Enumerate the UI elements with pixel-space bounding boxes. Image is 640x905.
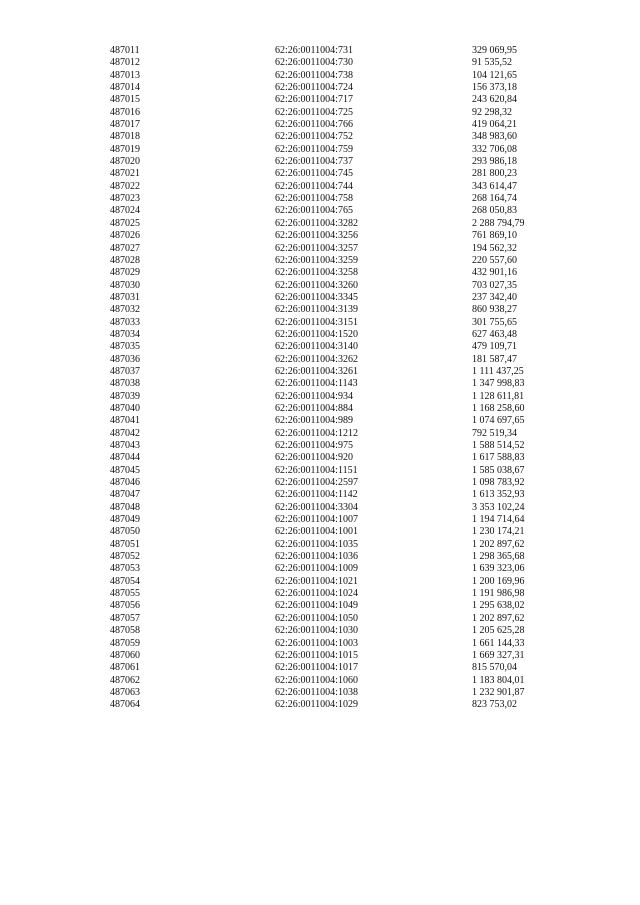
table-row: [110, 662, 590, 674]
row-number: 487016: [110, 106, 140, 118]
cadastral-value: 1 347 998,83: [472, 378, 525, 390]
cadastral-value: 1 200 169,96: [472, 575, 525, 587]
table-row: [110, 304, 590, 316]
cadastral-value: 156 373,18: [472, 82, 517, 94]
cadastral-value: 3 353 102,24: [472, 501, 525, 513]
table-row: [110, 378, 590, 390]
cadastral-number: 62:26:0011004:745: [275, 168, 353, 180]
cadastral-number: 62:26:0011004:1029: [275, 699, 358, 711]
cadastral-value: 1 205 625,28: [472, 625, 525, 637]
table-row: [110, 329, 590, 341]
cadastral-value: 1 295 638,02: [472, 600, 525, 612]
table-row: [110, 428, 590, 440]
cadastral-number: 62:26:0011004:920: [275, 452, 353, 464]
cadastral-value: 181 587,47: [472, 353, 517, 365]
cadastral-value: 2 288 794,79: [472, 217, 525, 229]
row-number: 487060: [110, 649, 140, 661]
cadastral-number: 62:26:0011004:1151: [275, 464, 358, 476]
cadastral-number: 62:26:0011004:1035: [275, 538, 358, 550]
table-row: [110, 699, 590, 711]
cadastral-value: 1 074 697,65: [472, 415, 525, 427]
table-row: [110, 563, 590, 575]
cadastral-number: 62:26:0011004:725: [275, 106, 353, 118]
table-row: [110, 551, 590, 563]
row-number: 487019: [110, 143, 140, 155]
row-number: 487014: [110, 82, 140, 94]
cadastral-number: 62:26:0011004:717: [275, 94, 353, 106]
table-row: [110, 576, 590, 588]
row-number: 487036: [110, 353, 140, 365]
table-row: [110, 588, 590, 600]
cadastral-value: 792 519,34: [472, 427, 517, 439]
cadastral-value: 1 168 258,60: [472, 402, 525, 414]
cadastral-value: 1 669 327,31: [472, 649, 525, 661]
table-row: [110, 687, 590, 699]
row-number: 487045: [110, 464, 140, 476]
row-number: 487056: [110, 600, 140, 612]
row-number: 487030: [110, 279, 140, 291]
cadastral-number: 62:26:0011004:3282: [275, 217, 358, 229]
table-row: [110, 181, 590, 193]
cadastral-number: 62:26:0011004:3140: [275, 341, 358, 353]
table-row: [110, 526, 590, 538]
cadastral-value: 1 128 611,81: [472, 390, 525, 402]
table-row: [110, 625, 590, 637]
cadastral-value: 220 557,60: [472, 254, 517, 266]
cadastral-value: 1 230 174,21: [472, 526, 525, 538]
cadastral-number: 62:26:0011004:3258: [275, 267, 358, 279]
table-row: [110, 193, 590, 205]
cadastral-number: 62:26:0011004:3260: [275, 279, 358, 291]
table-row: [110, 168, 590, 180]
table-row: [110, 156, 590, 168]
row-number: 487038: [110, 378, 140, 390]
cadastral-value: 92 298,32: [472, 106, 512, 118]
cadastral-number: 62:26:0011004:1017: [275, 662, 358, 674]
cadastral-value: 348 983,60: [472, 131, 517, 143]
cadastral-value: 761 869,10: [472, 230, 517, 242]
cadastral-value: 301 755,65: [472, 316, 517, 328]
table-row: [110, 354, 590, 366]
cadastral-value: 281 800,23: [472, 168, 517, 180]
table-row: [110, 452, 590, 464]
row-number: 487061: [110, 662, 140, 674]
cadastral-value: 815 570,04: [472, 662, 517, 674]
cadastral-number: 62:26:0011004:730: [275, 57, 353, 69]
cadastral-number: 62:26:0011004:3257: [275, 242, 358, 254]
table-row: [110, 675, 590, 687]
cadastral-value: 91 535,52: [472, 57, 512, 69]
row-number: 487031: [110, 291, 140, 303]
cadastral-number: 62:26:0011004:759: [275, 143, 353, 155]
row-number: 487018: [110, 131, 140, 143]
cadastral-number: 62:26:0011004:1009: [275, 563, 358, 575]
cadastral-number: 62:26:0011004:758: [275, 193, 353, 205]
row-number: 487058: [110, 625, 140, 637]
table-row: [110, 280, 590, 292]
row-number: 487057: [110, 612, 140, 624]
cadastral-value: 329 069,95: [472, 45, 517, 56]
row-number: 487059: [110, 637, 140, 649]
cadastral-number: 62:26:0011004:766: [275, 119, 353, 131]
table-row: [110, 243, 590, 255]
row-number: 487032: [110, 304, 140, 316]
cadastral-number: 62:26:0011004:3259: [275, 254, 358, 266]
table-row: [110, 415, 590, 427]
row-number: 487023: [110, 193, 140, 205]
row-number: 487053: [110, 563, 140, 575]
table-row: [110, 465, 590, 477]
row-number: 487041: [110, 415, 140, 427]
table-row: [110, 82, 590, 94]
row-number: 487017: [110, 119, 140, 131]
cadastral-number: 62:26:0011004:1038: [275, 686, 358, 698]
cadastral-value: 332 706,08: [472, 143, 517, 155]
cadastral-value: 1 617 588,83: [472, 452, 525, 464]
data-table: [110, 45, 590, 712]
cadastral-value: 1 661 144,33: [472, 637, 525, 649]
cadastral-number: 62:26:0011004:731: [275, 45, 353, 56]
table-row: [110, 317, 590, 329]
table-row: [110, 514, 590, 526]
row-number: 487048: [110, 501, 140, 513]
row-number: 487015: [110, 94, 140, 106]
table-row: [110, 477, 590, 489]
cadastral-number: 62:26:0011004:1003: [275, 637, 358, 649]
cadastral-number: 62:26:0011004:765: [275, 205, 353, 217]
table-row: [110, 341, 590, 353]
cadastral-value: 479 109,71: [472, 341, 517, 353]
cadastral-number: 62:26:0011004:3304: [275, 501, 358, 513]
cadastral-value: 1 232 901,87: [472, 686, 525, 698]
cadastral-number: 62:26:0011004:3151: [275, 316, 358, 328]
cadastral-value: 627 463,48: [472, 328, 517, 340]
cadastral-value: 1 194 714,64: [472, 514, 525, 526]
cadastral-value: 194 562,32: [472, 242, 517, 254]
cadastral-number: 62:26:0011004:884: [275, 402, 353, 414]
row-number: 487011: [110, 45, 140, 56]
cadastral-value: 1 298 365,68: [472, 551, 525, 563]
cadastral-value: 1 183 804,01: [472, 674, 525, 686]
row-number: 487028: [110, 254, 140, 266]
cadastral-number: 62:26:0011004:1021: [275, 575, 358, 587]
table-row: [110, 205, 590, 217]
row-number: 487055: [110, 588, 140, 600]
cadastral-value: 1 111 437,25: [472, 365, 524, 377]
row-number: 487051: [110, 538, 140, 550]
table-row: [110, 539, 590, 551]
row-number: 487040: [110, 402, 140, 414]
cadastral-value: 268 164,74: [472, 193, 517, 205]
row-number: 487043: [110, 440, 140, 451]
cadastral-value: 1 613 352,93: [472, 489, 525, 501]
cadastral-number: 62:26:0011004:1024: [275, 588, 358, 600]
cadastral-number: 62:26:0011004:1143: [275, 378, 358, 390]
table-row: [110, 131, 590, 143]
cadastral-number: 62:26:0011004:3139: [275, 304, 358, 316]
row-number: 487020: [110, 156, 140, 168]
table-row: [110, 94, 590, 106]
cadastral-number: 62:26:0011004:744: [275, 180, 353, 192]
cadastral-value: 1 098 783,92: [472, 477, 525, 489]
table-row: [110, 255, 590, 267]
row-number: 487042: [110, 427, 140, 439]
cadastral-value: 343 614,47: [472, 180, 517, 192]
cadastral-value: 268 050,83: [472, 205, 517, 217]
cadastral-number: 62:26:0011004:1007: [275, 514, 358, 526]
cadastral-number: 62:26:0011004:2597: [275, 477, 358, 489]
row-number: 487034: [110, 328, 140, 340]
table-row: [110, 230, 590, 242]
cadastral-number: 62:26:0011004:975: [275, 440, 353, 451]
row-number: 487037: [110, 365, 140, 377]
cadastral-value: 1 585 038,67: [472, 464, 525, 476]
row-number: 487063: [110, 686, 140, 698]
row-number: 487054: [110, 575, 140, 587]
cadastral-number: 62:26:0011004:3256: [275, 230, 358, 242]
cadastral-value: 1 191 986,98: [472, 588, 525, 600]
row-number: 487044: [110, 452, 140, 464]
row-number: 487062: [110, 674, 140, 686]
cadastral-number: 62:26:0011004:1142: [275, 489, 358, 501]
table-row: [110, 218, 590, 230]
row-number: 487013: [110, 69, 140, 81]
cadastral-number: 62:26:0011004:989: [275, 415, 353, 427]
cadastral-value: 1 202 897,62: [472, 538, 525, 550]
cadastral-value: 432 901,16: [472, 267, 517, 279]
table-row: [110, 70, 590, 82]
cadastral-value: 419 064,21: [472, 119, 517, 131]
table-row: [110, 144, 590, 156]
cadastral-number: 62:26:0011004:1049: [275, 600, 358, 612]
table-row: [110, 391, 590, 403]
row-number: 487024: [110, 205, 140, 217]
cadastral-number: 62:26:0011004:724: [275, 82, 353, 94]
row-number: 487026: [110, 230, 140, 242]
cadastral-value: 703 027,35: [472, 279, 517, 291]
cadastral-number: 62:26:0011004:737: [275, 156, 353, 168]
table-row: [110, 107, 590, 119]
table-row: [110, 119, 590, 131]
row-number: 487033: [110, 316, 140, 328]
table-row: [110, 366, 590, 378]
cadastral-number: 62:26:0011004:934: [275, 390, 353, 402]
table-row: [110, 600, 590, 612]
table-row: [110, 613, 590, 625]
cadastral-value: 1 588 514,52: [472, 440, 525, 451]
cadastral-value: 293 986,18: [472, 156, 517, 168]
cadastral-number: 62:26:0011004:3345: [275, 291, 358, 303]
cadastral-value: 860 938,27: [472, 304, 517, 316]
row-number: 487064: [110, 699, 140, 711]
cadastral-number: 62:26:0011004:3262: [275, 353, 358, 365]
cadastral-number: 62:26:0011004:1030: [275, 625, 358, 637]
table-row: [110, 403, 590, 415]
cadastral-number: 62:26:0011004:1036: [275, 551, 358, 563]
cadastral-value: 243 620,84: [472, 94, 517, 106]
cadastral-number: 62:26:0011004:752: [275, 131, 353, 143]
cadastral-value: 823 753,02: [472, 699, 517, 711]
row-number: 487029: [110, 267, 140, 279]
table-row: [110, 292, 590, 304]
cadastral-value: 104 121,65: [472, 69, 517, 81]
row-number: 487047: [110, 489, 140, 501]
row-number: 487050: [110, 526, 140, 538]
row-number: 487035: [110, 341, 140, 353]
row-number: 487046: [110, 477, 140, 489]
table-row: [110, 638, 590, 650]
table-row: [110, 267, 590, 279]
table-row: [110, 502, 590, 514]
cadastral-value: 237 342,40: [472, 291, 517, 303]
cadastral-value: 1 202 897,62: [472, 612, 525, 624]
cadastral-number: 62:26:0011004:1001: [275, 526, 358, 538]
table-row: [110, 650, 590, 662]
table-row: [110, 440, 590, 452]
cadastral-value: 1 639 323,06: [472, 563, 525, 575]
row-number: 487025: [110, 217, 140, 229]
cadastral-number: 62:26:0011004:1060: [275, 674, 358, 686]
row-number: 487027: [110, 242, 140, 254]
row-number: 487052: [110, 551, 140, 563]
cadastral-number: 62:26:0011004:1015: [275, 649, 358, 661]
row-number: 487049: [110, 514, 140, 526]
cadastral-number: 62:26:0011004:738: [275, 69, 353, 81]
row-number: 487039: [110, 390, 140, 402]
cadastral-number: 62:26:0011004:1050: [275, 612, 358, 624]
cadastral-number: 62:26:0011004:1520: [275, 328, 358, 340]
row-number: 487012: [110, 57, 140, 69]
table-row: [110, 45, 590, 57]
table-row: [110, 57, 590, 69]
table-row: [110, 489, 590, 501]
row-number: 487022: [110, 180, 140, 192]
cadastral-number: 62:26:0011004:1212: [275, 427, 358, 439]
cadastral-number: 62:26:0011004:3261: [275, 365, 358, 377]
row-number: 487021: [110, 168, 140, 180]
